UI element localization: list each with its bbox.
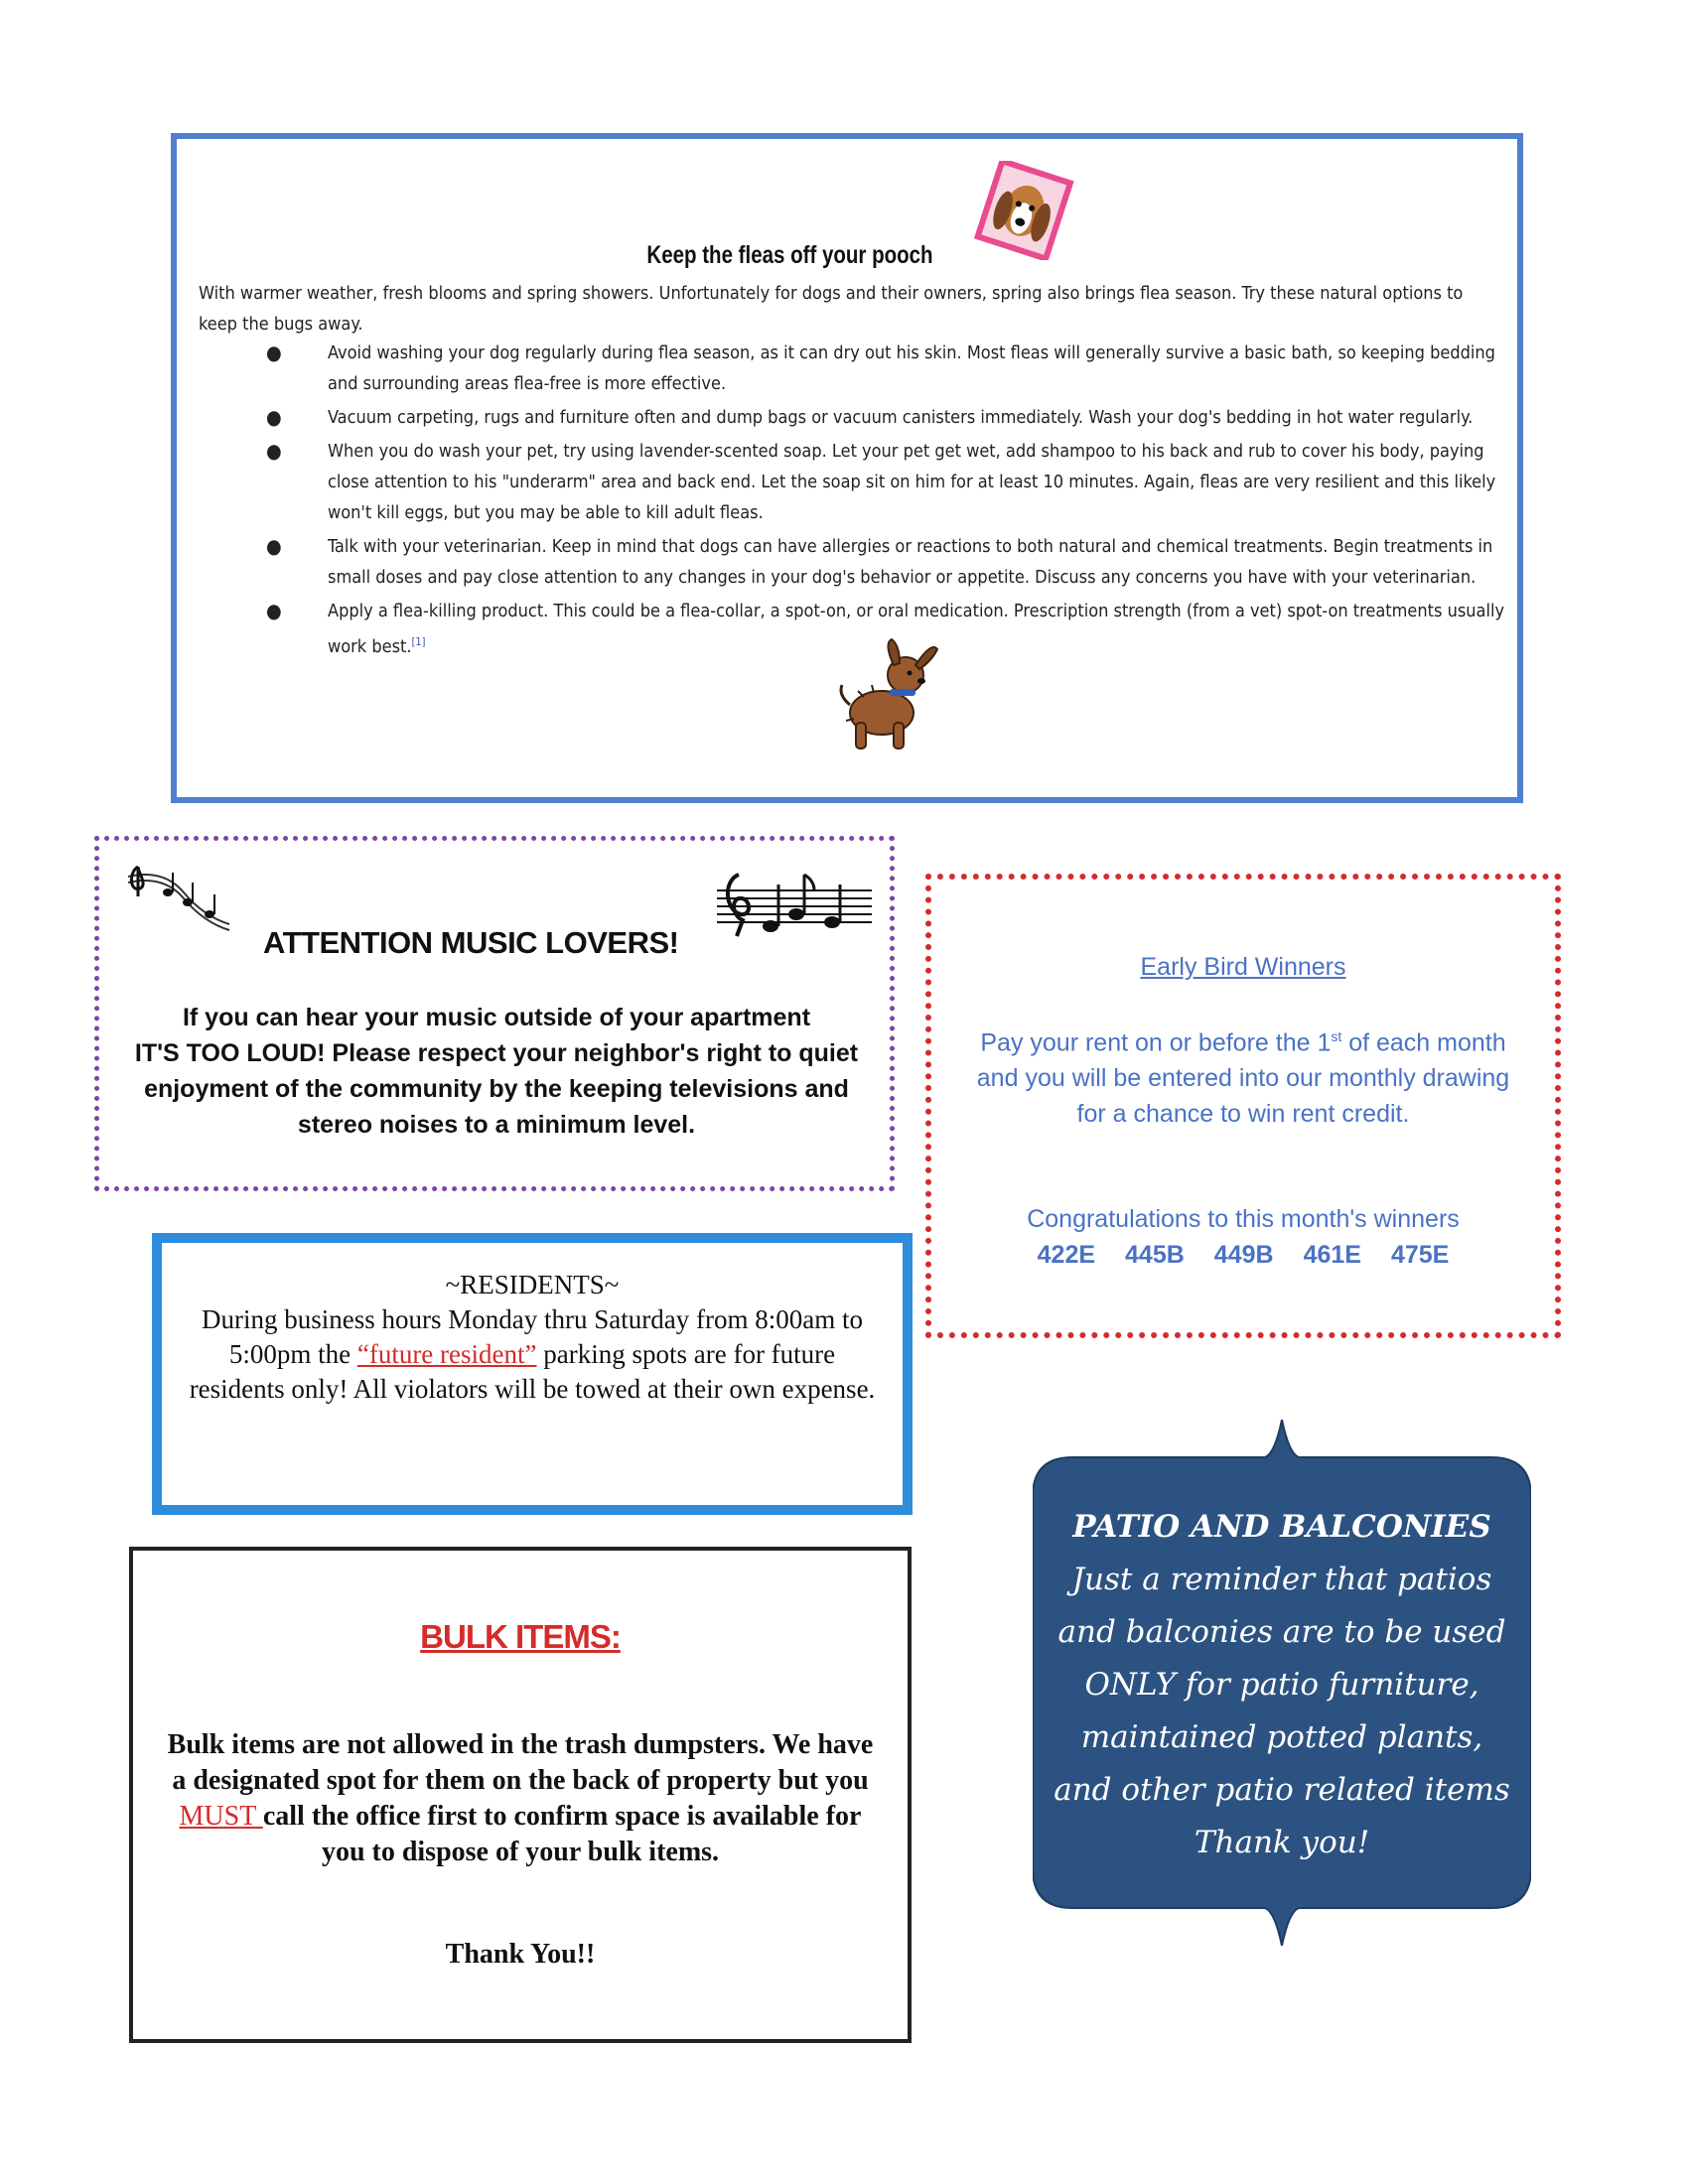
patio-line: ONLY for patio furniture, [1084, 1667, 1479, 1703]
residents-heading: ~RESIDENTS~ [445, 1270, 620, 1299]
music-line: enjoyment of the community by the keeping televisions and [144, 1075, 849, 1103]
flea-title: Keep the fleas off your pooch [646, 241, 933, 269]
scratching-dog-cartoon-icon [834, 635, 943, 754]
patio-text [1033, 1501, 1531, 1869]
winners-list [931, 1237, 1555, 1273]
winner-unit: 449B [1213, 1241, 1274, 1269]
flea-tip-text: Talk with your veterinarian. Keep in mind that dogs can have allergies or reactions to both natural and chemical treatments. Begin treatments in small doses and pay close attention to any changes in your dog's behavior or appetite. Discuss any concerns you have with your veterinarian. [328, 536, 1493, 588]
list-item [266, 338, 1507, 399]
residents-text-a: During business hours Monday thru Saturday from 8:00am to 5:00pm the [202, 1304, 863, 1369]
winner-unit: 475E [1390, 1241, 1450, 1269]
bulk-items-body [163, 1727, 878, 1870]
bulk-items-title: BULK ITEMS: [420, 1618, 621, 1655]
early-bird-text: Pay your rent on or before the 1 [980, 1028, 1332, 1057]
patio-line: and balconies are to be used [1057, 1614, 1506, 1650]
bullet-icon: ● [266, 405, 282, 429]
music-line: stereo noises to a minimum level. [297, 1111, 696, 1139]
patio-balconies-box [1033, 1420, 1531, 1946]
residents-text-b: parking spots are for future residents only! All violators will be towed at their own expense. [189, 1339, 876, 1404]
bullet-icon: ● [266, 599, 282, 622]
winner-unit: 461E [1303, 1241, 1361, 1269]
patio-line: maintained potted plants, [1080, 1719, 1483, 1755]
flea-tip-text: Vacuum carpeting, rugs and furniture often and dump bags or vacuum canisters immediately. Wash your dog's bedding in hot water regularly. [328, 407, 1474, 428]
bulk-text-a: Bulk items are not allowed in the trash dumpsters. We have a designated spot for them on the back of property but you [167, 1729, 874, 1796]
citation-link[interactable]: [1] [411, 635, 426, 648]
patio-line: and other patio related items [1054, 1772, 1510, 1808]
bulk-thanks: Thank You!! [445, 1939, 596, 1970]
early-bird-text: of each month and you will be entered into our monthly drawing for a chance to win rent credit. [976, 1028, 1510, 1129]
early-bird-congrats [931, 1201, 1555, 1273]
bulk-text-b: call the office first to confirm space is available for you to dispose of your bulk items. [262, 1801, 862, 1867]
bullet-icon: ● [266, 341, 282, 364]
list-item [266, 531, 1507, 593]
early-bird-title: Early Bird Winners [1140, 953, 1346, 981]
music-body [109, 1000, 884, 1143]
music-line: IT'S TOO LOUD! Please respect your neighbor's right to quiet [134, 1039, 859, 1067]
residents-body [182, 1302, 883, 1407]
winner-unit: 422E [1037, 1241, 1096, 1269]
ordinal-suffix: st [1331, 1028, 1342, 1044]
patio-line: Thank you! [1194, 1825, 1370, 1860]
winner-unit: 445B [1125, 1241, 1185, 1269]
residents-parking-box [152, 1233, 913, 1515]
flea-tip-text: Apply a flea-killing product. This could be a flea-collar, a spot-on, or oral medication. Prescription strength (from a vet) spot-on treatments usually work best. [328, 601, 1505, 657]
future-resident-highlight: “future resident” [356, 1339, 537, 1369]
music-lovers-box [94, 836, 895, 1191]
bulk-items-box [129, 1547, 912, 2043]
music-line: If you can hear your music outside of your apartment [182, 1004, 811, 1031]
list-item [266, 402, 1507, 433]
flea-intro: With warmer weather, fresh blooms and spring showers. Unfortunately for dogs and their owners, spring also brings flea season. Try these natural options to keep the bugs away. [199, 283, 1464, 335]
flea-tips-box [171, 133, 1523, 803]
patio-title: PATIO AND BALCONIES [1072, 1509, 1491, 1545]
flea-tips-list [266, 338, 1507, 665]
list-item [266, 436, 1507, 528]
music-title: ATTENTION MUSIC LOVERS! [263, 925, 679, 960]
residents-text [182, 1268, 883, 1407]
must-highlight: MUST [179, 1801, 263, 1832]
early-bird-body [971, 1019, 1515, 1132]
flea-tip-text: Avoid washing your dog regularly during flea season, as it can dry out his skin. Most fleas will generally survive a basic bath, so keeping bedding and surrounding areas flea-free is more effective. [328, 342, 1495, 394]
music-notes-swirl-icon [124, 859, 233, 933]
music-staff-notes-icon [715, 871, 874, 940]
early-bird-box [925, 874, 1561, 1338]
bullet-icon: ● [266, 534, 282, 558]
bullet-icon: ● [266, 439, 282, 463]
patio-line: Just a reminder that patios [1071, 1562, 1492, 1597]
congrats-text: Congratulations to this month's winners [1027, 1205, 1460, 1233]
flea-tip-text: When you do wash your pet, try using lavender-scented soap. Let your pet get wet, add shampoo to his back and rub to cover his body, paying close attention to his "underarm" area and back end. Let the soap sit on him for at least 10 minutes. Again, fleas are very resilient and this likely won't kill eggs, but you may be able to kill adult fleas. [328, 441, 1496, 523]
